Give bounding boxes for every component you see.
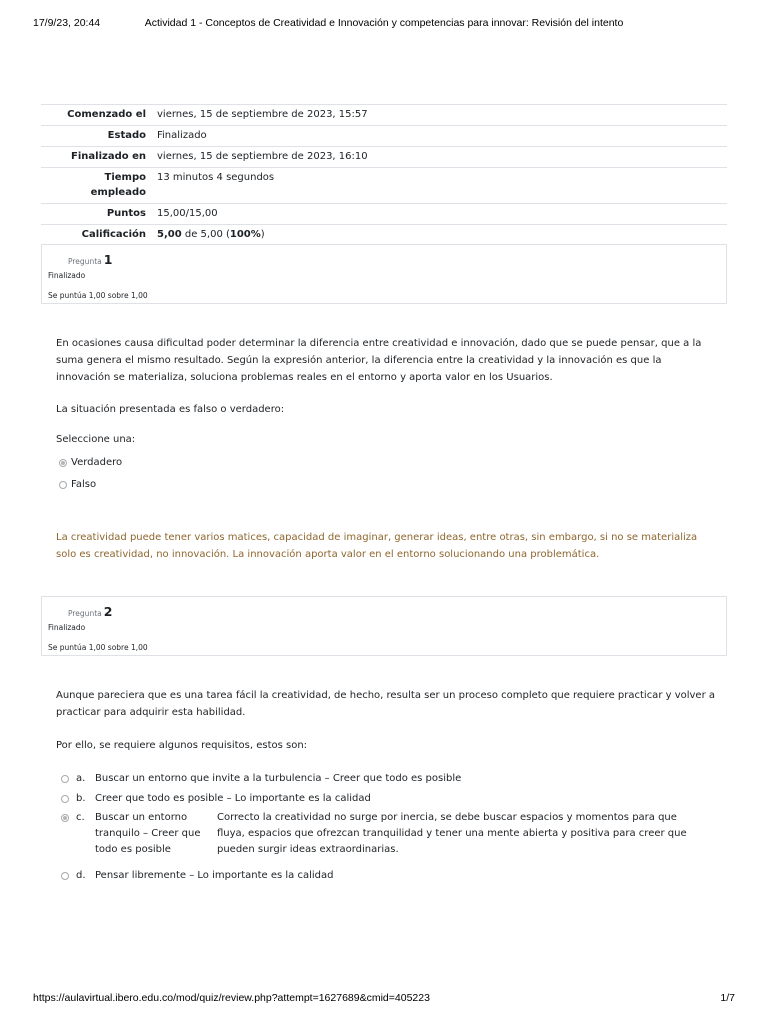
- summary-row-started: [41, 105, 727, 126]
- question-1-prompt: La situación presentada es falso o verdadero:: [56, 404, 285, 415]
- radio-icon[interactable]: [61, 775, 69, 783]
- option-feedback: Correcto la creatividad no surge por inercia, se debe buscar espacios y momentos para que fluya, espacios que ofrezcan tranquilidad y tener una mente abierta y positiva para creer que pueden surgir ideas extraordinarias.: [217, 812, 687, 855]
- grade-close: ): [260, 229, 265, 240]
- summary-row-time: [41, 168, 727, 204]
- summary-value: Finalizado: [151, 126, 727, 147]
- question-2-info: [41, 596, 727, 656]
- summary-value: viernes, 15 de septiembre de 2023, 16:10: [151, 147, 727, 168]
- summary-row-state: [41, 126, 727, 147]
- option-label: Buscar un entorno que invite a la turbulencia – Creer que todo es posible: [95, 773, 462, 784]
- grade-score: 5,00: [157, 229, 182, 240]
- radio-checked-icon[interactable]: [59, 459, 67, 467]
- question-grade: Se puntúa 1,00 sobre 1,00: [48, 643, 148, 652]
- summary-label: Finalizado en: [41, 147, 151, 168]
- summary-row-points: [41, 204, 727, 225]
- summary-value: viernes, 15 de septiembre de 2023, 15:57: [151, 105, 727, 126]
- question-number: Pregunta 1: [68, 252, 113, 267]
- question-1-feedback: La creatividad puede tener varios matices, capacidad de imaginar, generar ideas, entre otras, sin embargo, si no se materializa solo es creatividad, no innovación. La innovación aporta valor en el entorno solucionando una problemática.: [56, 532, 698, 560]
- option-label: Verdadero: [71, 457, 123, 468]
- option-letter: a.: [76, 773, 86, 784]
- grade-of: de 5,00 (: [181, 229, 230, 240]
- question-1-text: En ocasiones causa dificultad poder determinar la diferencia entre creatividad e innovación, dado que se puede pensar, que a la suma genera el mismo resultado. Según la expresión anterior, la diferencia entre la creatividad y la innovación es que la innovación se materializa, soluciona problemas reales en el entorno y aporta valor en los Usuarios.: [56, 338, 702, 383]
- summary-label: Tiempo empleado: [41, 168, 151, 204]
- summary-label: Estado: [41, 126, 151, 147]
- question-state: Finalizado: [48, 271, 86, 280]
- print-title: Actividad 1 - Conceptos de Creatividad e Innovación y competencias para innovar: Revisión del intento: [144, 17, 624, 29]
- summary-value: 15,00/15,00: [151, 204, 727, 225]
- option-label: Pensar libremente – Lo importante es la calidad: [95, 870, 334, 881]
- option-true[interactable]: [59, 456, 122, 470]
- option-letter: b.: [76, 793, 86, 804]
- question-1-select-label: Seleccione una:: [56, 434, 136, 445]
- grade-percent: 100%: [229, 229, 261, 240]
- option-false[interactable]: [59, 478, 96, 492]
- question-2-prompt: Por ello, se requiere algunos requisitos, estos son:: [56, 740, 308, 751]
- option-letter: c.: [76, 812, 85, 823]
- radio-icon[interactable]: [61, 795, 69, 803]
- question-state: Finalizado: [48, 623, 86, 632]
- radio-icon[interactable]: [59, 481, 67, 489]
- question-number: Pregunta 2: [68, 604, 113, 619]
- summary-label: Calificación: [41, 225, 151, 246]
- summary-row-grade: [41, 225, 727, 246]
- print-header: [0, 17, 768, 33]
- radio-checked-icon[interactable]: [61, 814, 69, 822]
- print-url: https://aulavirtual.ibero.edu.co/mod/quiz/review.php?attempt=1627689&cmid=405223: [33, 992, 430, 1004]
- option-label: Creer que todo es posible – Lo importante es la calidad: [95, 793, 371, 804]
- option-letter: d.: [76, 870, 86, 881]
- summary-value: 13 minutos 4 segundos: [151, 168, 727, 204]
- attempt-summary-table: [41, 104, 727, 245]
- option-label: Buscar un entorno tranquilo – Creer que todo es posible: [95, 812, 201, 855]
- question-1-info: [41, 244, 727, 304]
- question-grade: Se puntúa 1,00 sobre 1,00: [48, 291, 148, 300]
- radio-icon[interactable]: [61, 872, 69, 880]
- question-2-text: Aunque pareciera que es una tarea fácil la creatividad, de hecho, resulta ser un proceso completo que requiere practicar y volver a practicar para adquirir esta habilidad.: [56, 690, 716, 718]
- summary-label: Comenzado el: [41, 105, 151, 126]
- option-label: Falso: [71, 479, 97, 490]
- print-datetime: 17/9/23, 20:44: [33, 17, 101, 29]
- print-page-number: 1/7: [720, 992, 735, 1004]
- summary-label: Puntos: [41, 204, 151, 225]
- print-footer: [0, 992, 768, 1008]
- summary-row-finished: [41, 147, 727, 168]
- summary-value: [151, 225, 727, 246]
